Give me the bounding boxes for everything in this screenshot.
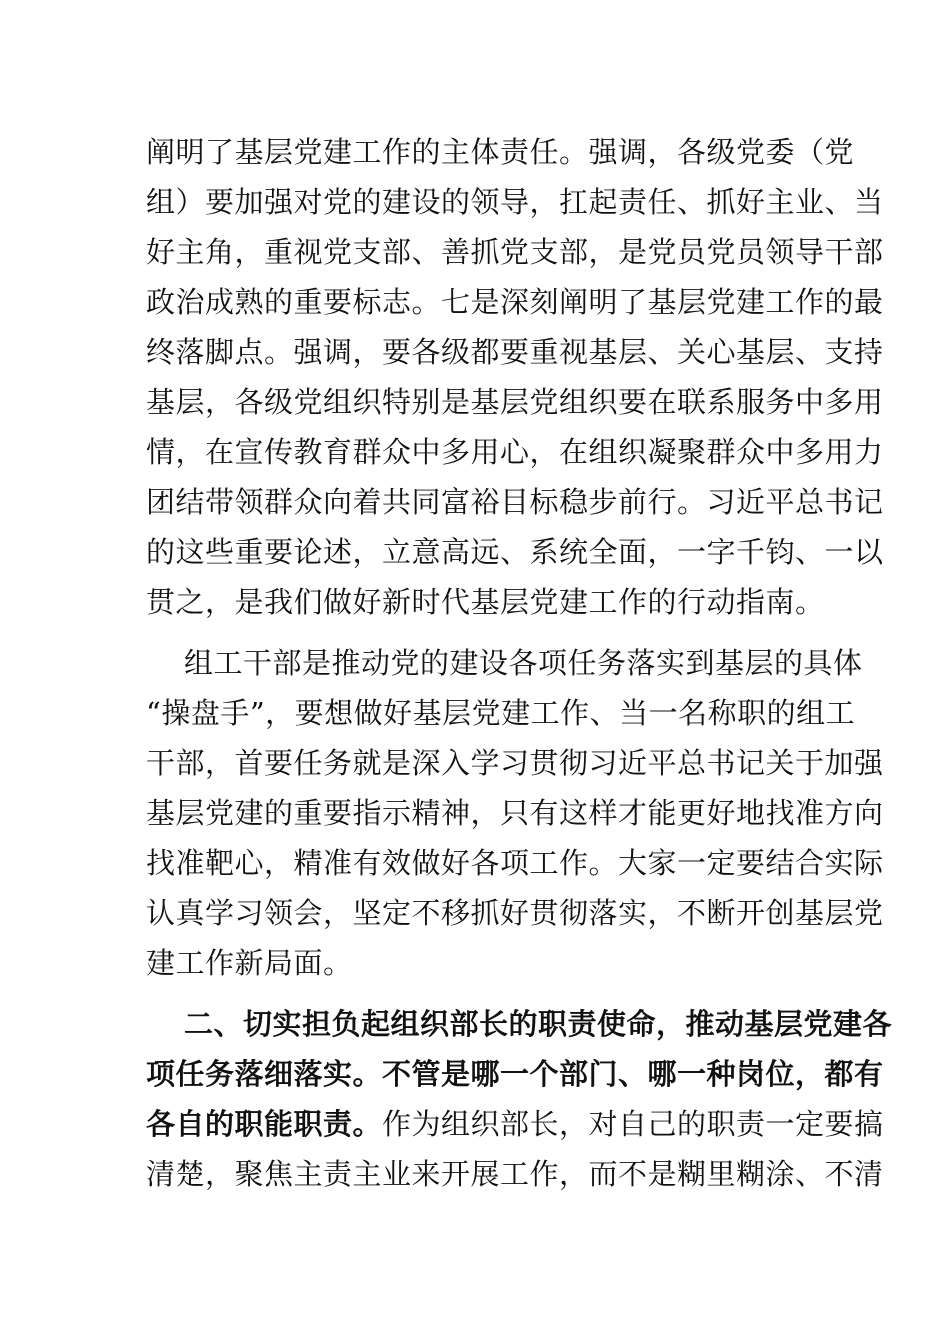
- paragraph-2-line-3: 干部，首要任务就是深入学习贯彻习近平总书记关于加强: [146, 746, 884, 780]
- paragraph-1-line-7: 情，在宣传教育群众中多用心，在组织凝聚群众中多用力: [146, 435, 884, 469]
- paragraph-1-line-1: 阐明了基层党建工作的主体责任。强调，各级党委（党: [146, 135, 855, 169]
- paragraph-1-line-5: 终落脚点。强调，要各级都要重视基层、关心基层、支持: [146, 335, 884, 369]
- paragraph-2-line-1: 组工干部是推动党的建设各项任务落实到基层的具体: [184, 646, 863, 680]
- paragraph-1-line-3: 好主角，重视党支部、善抓党支部，是党员党员领导干部: [146, 235, 884, 269]
- section-heading-line-1: 二、切实担负起组织部长的职责使命，推动基层党建各: [184, 1007, 893, 1041]
- paragraph-2-line-5: 找准靶心，精准有效做好各项工作。大家一定要结合实际: [146, 846, 884, 880]
- paragraph-2-line-6: 认真学习领会，坚定不移抓好贯彻落实，不断开创基层党: [146, 896, 884, 930]
- paragraph-3-line-3-text: 作为组织部长，对自己的职责一定要搞: [382, 1107, 884, 1141]
- section-heading-line-3: 各自的职能职责。: [146, 1107, 383, 1141]
- paragraph-2-line-4: 基层党建的重要指示精神，只有这样才能更好地找准方向: [146, 796, 884, 830]
- section-heading-line-2: 项任务落细落实。不管是哪一个部门、哪一种岗位，都有: [146, 1057, 884, 1091]
- paragraph-3-line-3: [146, 1104, 884, 1144]
- paragraph-1-line-8: 团结带领群众向着共同富裕目标稳步前行。习近平总书记: [146, 485, 884, 519]
- paragraph-2-line-7: 建工作新局面。: [146, 946, 353, 980]
- paragraph-1-line-2: 组）要加强对党的建设的领导，扛起责任、抓好主业、当: [146, 185, 884, 219]
- paragraph-3-line-4: 清楚，聚焦主责主业来开展工作，而不是糊里糊涂、不清: [146, 1157, 884, 1191]
- paragraph-1-line-4: 政治成熟的重要标志。七是深刻阐明了基层党建工作的最: [146, 285, 884, 319]
- paragraph-1-line-9: 的这些重要论述，立意高远、系统全面，一字千钧、一以: [146, 535, 884, 569]
- paragraph-2-line-2: “操盘手”，要想做好基层党建工作、当一名称职的组工: [146, 696, 856, 730]
- paragraph-1-line-6: 基层，各级党组织特别是基层党组织要在联系服务中多用: [146, 385, 884, 419]
- paragraph-1-line-10: 贯之，是我们做好新时代基层党建工作的行动指南。: [146, 585, 825, 619]
